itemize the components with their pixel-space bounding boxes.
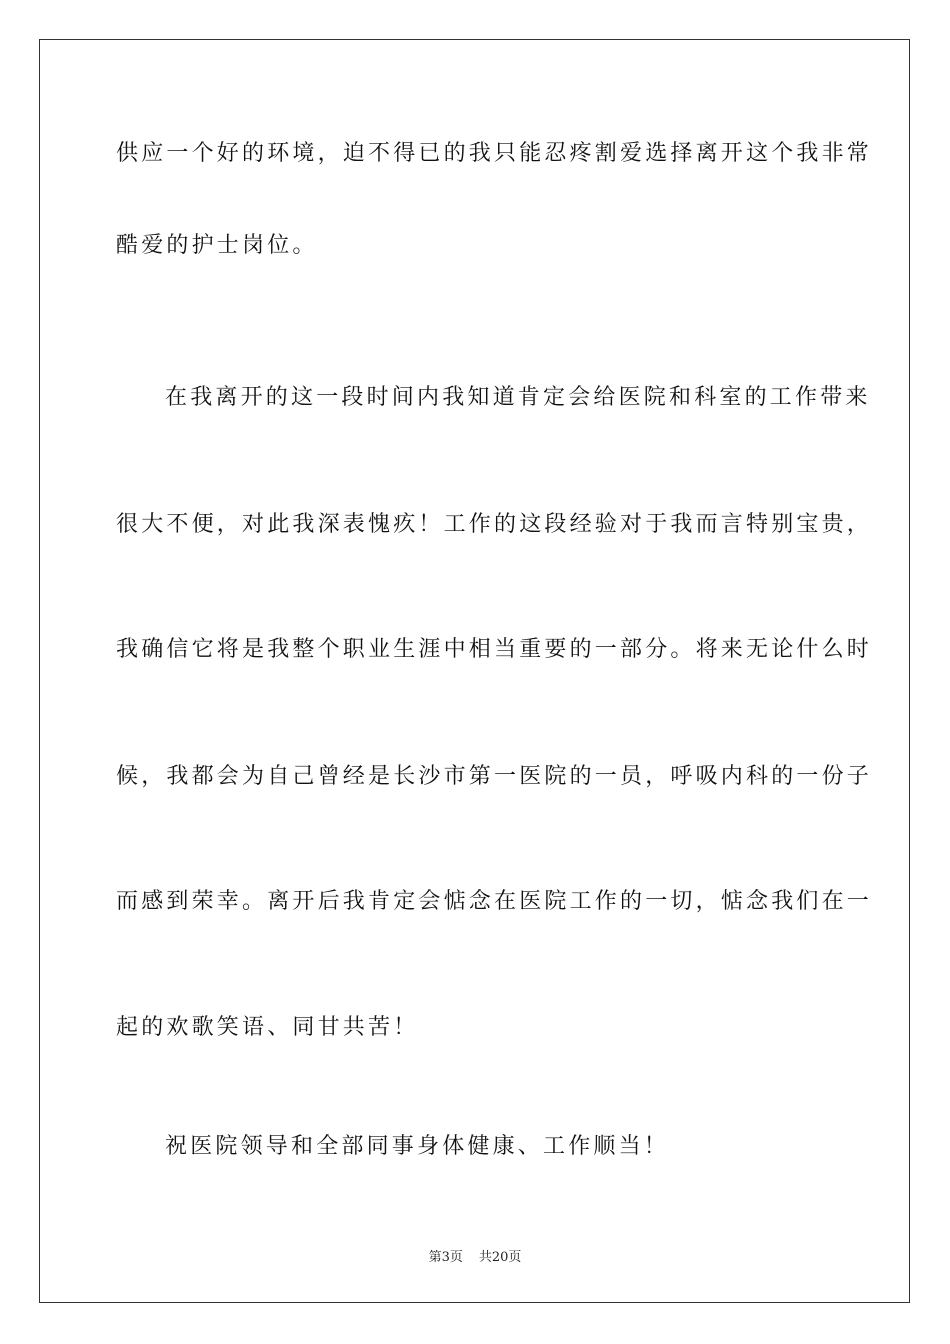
body-text-line: 起的欢歌笑语、同甘共苦！ — [116, 1015, 419, 1040]
body-text-line: 酷爱的护士岗位。 — [116, 233, 318, 258]
body-text-line: 我确信它将是我整个职业生涯中相当重要的一部分。将来无论什么时 — [116, 637, 873, 662]
page-footer — [0, 1249, 950, 1267]
body-text-line: 而感到荣幸。离开后我肯定会惦念在医院工作的一切，惦念我们在一 — [116, 889, 873, 914]
body-text-line: 在我离开的这一段时间内我知道肯定会给医院和科室的工作带来 — [165, 385, 871, 410]
total-pages: 共20页 — [478, 1250, 522, 1265]
closing-wish-line: 祝医院领导和全部同事身体健康、工作顺当！ — [165, 1134, 670, 1159]
page-border — [39, 39, 910, 1303]
page-number: 第3页 — [428, 1250, 463, 1265]
body-text-line: 很大不便，对此我深表愧疚！工作的这段经验对于我而言特别宝贵， — [116, 512, 873, 537]
body-text-line: 候，我都会为自己曾经是长沙市第一医院的一员，呼吸内科的一份子 — [116, 764, 873, 789]
body-text-line: 供应一个好的环境，迫不得已的我只能忍疼割爱选择离开这个我非常 — [116, 141, 873, 166]
